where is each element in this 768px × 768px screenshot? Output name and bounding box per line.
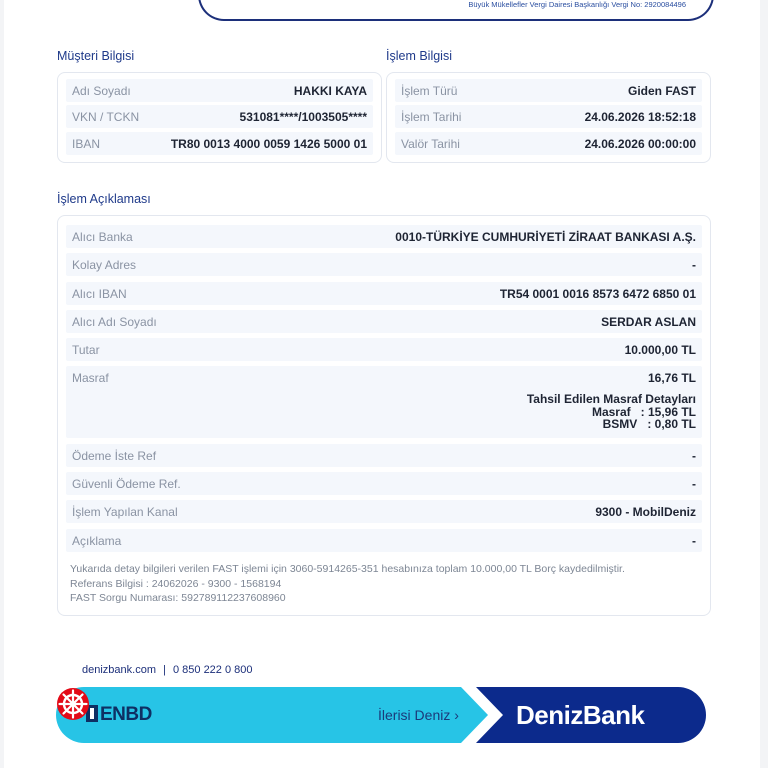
receipt-page	[4, 0, 760, 768]
description-card	[57, 215, 711, 616]
row-label: Tutar	[72, 342, 100, 357]
row-label: Alıcı Banka	[72, 229, 133, 244]
row-label: Alıcı IBAN	[72, 286, 127, 301]
transaction-row-date	[395, 105, 702, 128]
contact-line	[82, 664, 253, 676]
customer-card	[57, 72, 382, 163]
row-label: İşlem Tarihi	[401, 109, 462, 124]
row-label: Ödeme İste Ref	[72, 448, 157, 463]
desc-row-amount	[66, 338, 702, 361]
desc-row-receiver-bank	[66, 225, 702, 248]
tax-office-note: Büyük Mükellefler Vergi Dairesi Başkanlığı Vergi No: 2920084496	[468, 0, 686, 9]
row-value: -	[692, 257, 696, 272]
row-value: 531081****/1003505****	[239, 109, 367, 124]
row-value: -	[692, 448, 696, 463]
row-value: SERDAR ASLAN	[601, 314, 696, 329]
fee-details-bsmv: BSMV : 0,80 TL	[602, 417, 696, 431]
ship-wheel-icon	[56, 687, 90, 721]
desc-row-payment-request-ref	[66, 444, 702, 467]
footnote-line: Referans Bilgisi : 24062026 - 9300 - 1568194	[70, 577, 282, 590]
transaction-section-title: İşlem Bilgisi	[386, 49, 452, 63]
row-label: Adı Soyadı	[72, 83, 131, 98]
desc-row-secure-payment-ref	[66, 472, 702, 495]
row-value: 0010-TÜRKİYE CUMHURİYETİ ZİRAAT BANKASI A.Ş.	[395, 229, 696, 244]
customer-row-iban	[66, 132, 373, 155]
brand-banner	[56, 687, 706, 743]
row-label: Masraf	[72, 371, 109, 385]
desc-row-easy-address	[66, 253, 702, 276]
desc-row-explanation	[66, 529, 702, 552]
desc-row-receiver-name	[66, 310, 702, 333]
row-label: Alıcı Adı Soyadı	[72, 314, 157, 329]
row-label: Valör Tarihi	[401, 136, 460, 151]
description-section-title: İşlem Açıklaması	[57, 192, 151, 206]
contact-separator: |	[163, 664, 166, 676]
row-value: -	[692, 476, 696, 491]
row-value: TR80 0013 4000 0059 1426 5000 01	[170, 136, 367, 151]
row-value: 16,76 TL	[647, 371, 696, 385]
customer-section-title: Müşteri Bilgisi	[57, 49, 135, 63]
fee-details	[527, 393, 696, 431]
transaction-row-value-date	[395, 132, 702, 155]
customer-row-name	[66, 79, 373, 102]
row-value: 24.06.2026 00:00:00	[584, 136, 696, 151]
row-label: İşlem Yapılan Kanal	[72, 504, 178, 519]
row-value: HAKKI KAYA	[293, 83, 367, 98]
customer-row-vkn	[66, 105, 373, 128]
desc-row-channel	[66, 500, 702, 523]
row-value: 24.06.2026 18:52:18	[584, 109, 696, 124]
desc-row-receiver-iban	[66, 282, 702, 305]
phone-number[interactable]: 0 850 222 0 800	[172, 664, 253, 676]
row-label: IBAN	[72, 136, 101, 151]
footnote-line: FAST Sorgu Numarası: 592789112237608960	[70, 592, 286, 604]
denizbank-logo-text: DenizBank	[516, 700, 645, 730]
row-label: Kolay Adres	[72, 257, 137, 272]
desc-row-fee	[66, 366, 702, 438]
row-value: TR54 0001 0016 8573 6472 6850 01	[499, 286, 696, 301]
header-box	[198, 0, 714, 21]
row-label: Güvenli Ödeme Ref.	[72, 476, 181, 491]
row-value: 9300 - MobilDeniz	[595, 504, 696, 519]
row-value: -	[692, 533, 696, 548]
fee-details-title: Tahsil Edilen Masraf Detayları	[526, 392, 696, 406]
footnote-line: Yukarıda detay bilgileri verilen FAST işlemi için 3060-5914265-351 hesabınıza toplam 10.000,00 TL Borç kaydedilmiştir.	[70, 563, 625, 575]
footnote	[70, 562, 710, 606]
enbd-logo-text: ENBD	[100, 704, 152, 725]
website-link[interactable]: denizbank.com	[82, 664, 156, 676]
row-value: 10.000,00 TL	[624, 342, 696, 357]
enbd-logo	[86, 704, 152, 726]
row-value: Giden FAST	[627, 83, 696, 98]
fee-details-fee: Masraf : 15,96 TL	[591, 404, 696, 419]
tagline: İlerisi Deniz ›	[378, 707, 459, 723]
transaction-row-type	[395, 79, 702, 102]
transaction-card	[386, 72, 711, 163]
row-label: İşlem Türü	[401, 83, 458, 98]
row-label: Açıklama	[72, 533, 122, 548]
row-label: VKN / TCKN	[72, 109, 140, 124]
